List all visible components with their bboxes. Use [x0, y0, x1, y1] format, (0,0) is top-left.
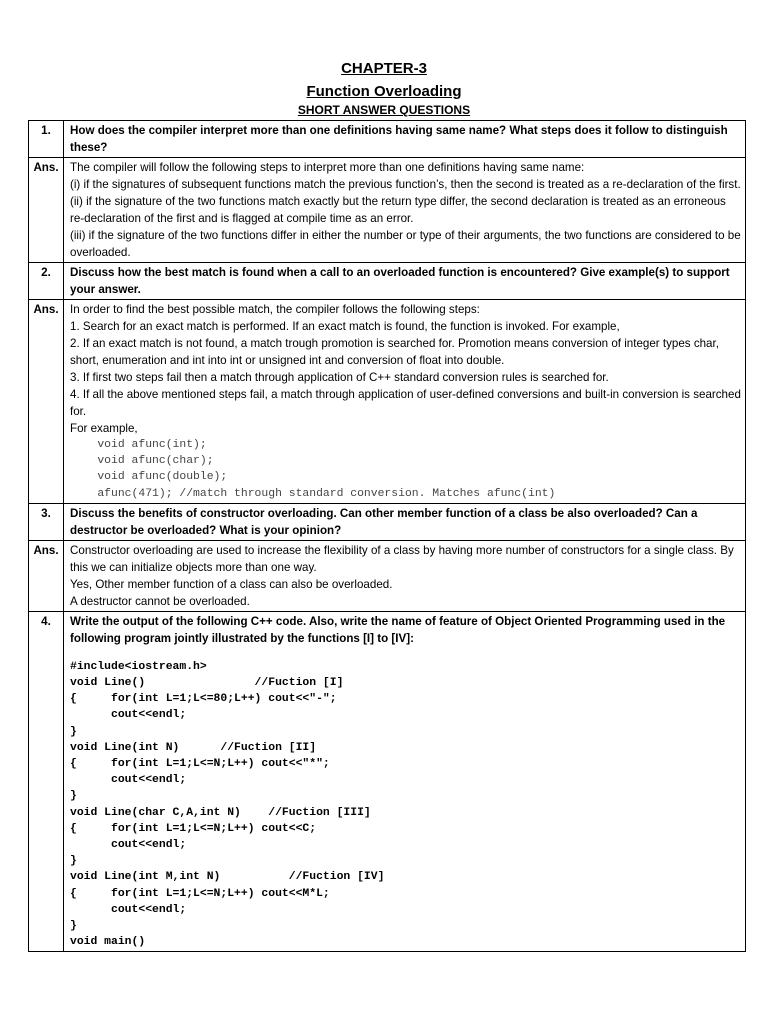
- answer-line: 2. If an exact match is not found, a match trough promotion is searched for. Promotion means conversion of integer types char, short, enumeration and int into int or unsigned int and conversion of float into double.: [70, 337, 719, 367]
- question-row: [29, 263, 746, 300]
- code-line: }: [70, 725, 77, 738]
- question-text-cell: [64, 263, 746, 300]
- spacer: [70, 647, 741, 659]
- code-line: void Line(int N) //Fuction [II]: [70, 741, 317, 754]
- chapter-heading: CHAPTER-3: [341, 60, 427, 77]
- code-line: }: [70, 855, 77, 868]
- code-line: { for(int L=1;L<=N;L++) cout<<C;: [70, 822, 317, 835]
- answer-line: (ii) if the signature of the two functions match exactly but the return type differ, the second declaration is treated as an erroneous re-declaration of the first and is flagged at compile time as an error.: [70, 195, 726, 225]
- section-heading: SHORT ANSWER QUESTIONS: [297, 103, 471, 117]
- code-line: void Line(int M,int N) //Fuction [IV]: [70, 871, 385, 884]
- answer-line: 4. If all the above mentioned steps fail, a match through application of user-defined conversions and built-in conversion is searched for.: [70, 388, 741, 418]
- question-line: Discuss the benefits of constructor overloading. Can other member function of a class be also overloaded? Can a destructor be overloaded? What is your opinion?: [70, 506, 698, 537]
- answer-line: Yes, Other member function of a class can also be overloaded.: [70, 577, 393, 591]
- answer-text-cell: [64, 300, 746, 504]
- answer-row: [29, 540, 746, 611]
- question-row: [29, 121, 746, 158]
- row-label: 1.: [29, 121, 64, 158]
- row-label: 4.: [29, 611, 64, 952]
- qa-table: [28, 120, 746, 952]
- code-line: void afunc(char);: [70, 455, 214, 468]
- code-line: { for(int L=1;L<=N;L++) cout<<M*L;: [70, 887, 330, 900]
- question-text-cell: [64, 121, 746, 158]
- code-line: cout<<endl;: [70, 709, 187, 722]
- code-line: cout<<endl;: [70, 903, 187, 916]
- answer-row: [29, 158, 746, 263]
- code-line: void main(): [70, 936, 146, 949]
- answer-line: Constructor overloading are used to increase the flexibility of a class by having more number of constructors for a single class. By this we can initialize objects more than one way.: [70, 543, 734, 574]
- code-line: void afunc(int);: [70, 439, 207, 451]
- chapter-title: Function Overloading: [306, 83, 462, 100]
- code-line: void afunc(double);: [70, 471, 228, 484]
- answer-line: 3. If first two steps fail then a match through application of C++ standard conversion rules is searched for.: [70, 371, 609, 384]
- answer-line: 1. Search for an exact match is performed. If an exact match is found, the function is invoked. For example,: [70, 320, 620, 333]
- question-line: Write the output of the following C++ code. Also, write the name of feature of Object Oriented Programming used in the following program jointly illustrated by the functions [I] to [IV]:: [70, 614, 726, 645]
- answer-text-cell: [64, 158, 746, 263]
- code-line: }: [70, 920, 77, 933]
- code-line: cout<<endl;: [70, 774, 187, 787]
- question-text-cell: [64, 611, 746, 952]
- code-line: afunc(471); //match through standard conversion. Matches afunc(int): [70, 487, 556, 500]
- answer-line: For example,: [70, 422, 138, 435]
- question-line: How does the compiler interpret more than one definitions having same name? What steps does it follow to distinguish these?: [70, 124, 728, 154]
- code-line: }: [70, 790, 77, 803]
- row-label: Ans.: [29, 300, 64, 504]
- code-line: cout<<endl;: [70, 839, 187, 852]
- question-row: [29, 503, 746, 540]
- answer-line: A destructor cannot be overloaded.: [70, 594, 250, 608]
- row-label: 3.: [29, 503, 64, 540]
- row-label: 2.: [29, 263, 64, 300]
- answer-text-cell: [64, 540, 746, 611]
- row-label: Ans.: [29, 540, 64, 611]
- question-line: Discuss how the best match is found when a call to an overloaded function is encountered? Give example(s) to support your answer.: [70, 266, 730, 296]
- code-line: #include<iostream.h>: [70, 660, 207, 673]
- answer-line: In order to find the best possible match, the compiler follows the following steps:: [70, 303, 480, 316]
- question-text-cell: [64, 503, 746, 540]
- code-line: void Line() //Fuction [I]: [70, 677, 344, 690]
- row-label: Ans.: [29, 158, 64, 263]
- answer-line: (i) if the signatures of subsequent functions match the previous function’s, then the second is treated as a re-declaration of the first.: [70, 178, 741, 191]
- answer-row: [29, 300, 746, 504]
- code-line: { for(int L=1;L<=N;L++) cout<<"*";: [70, 758, 330, 771]
- answer-line: The compiler will follow the following steps to interpret more than one definitions having same name:: [70, 161, 585, 174]
- code-line: void Line(char C,A,int N) //Fuction [III]: [70, 806, 371, 819]
- question-row: [29, 611, 746, 952]
- code-line: { for(int L=1;L<=80;L++) cout<<"-";: [70, 693, 337, 706]
- answer-line: (iii) if the signature of the two functions differ in either the number or type of their arguments, the two functions are considered to be overloaded.: [70, 229, 741, 259]
